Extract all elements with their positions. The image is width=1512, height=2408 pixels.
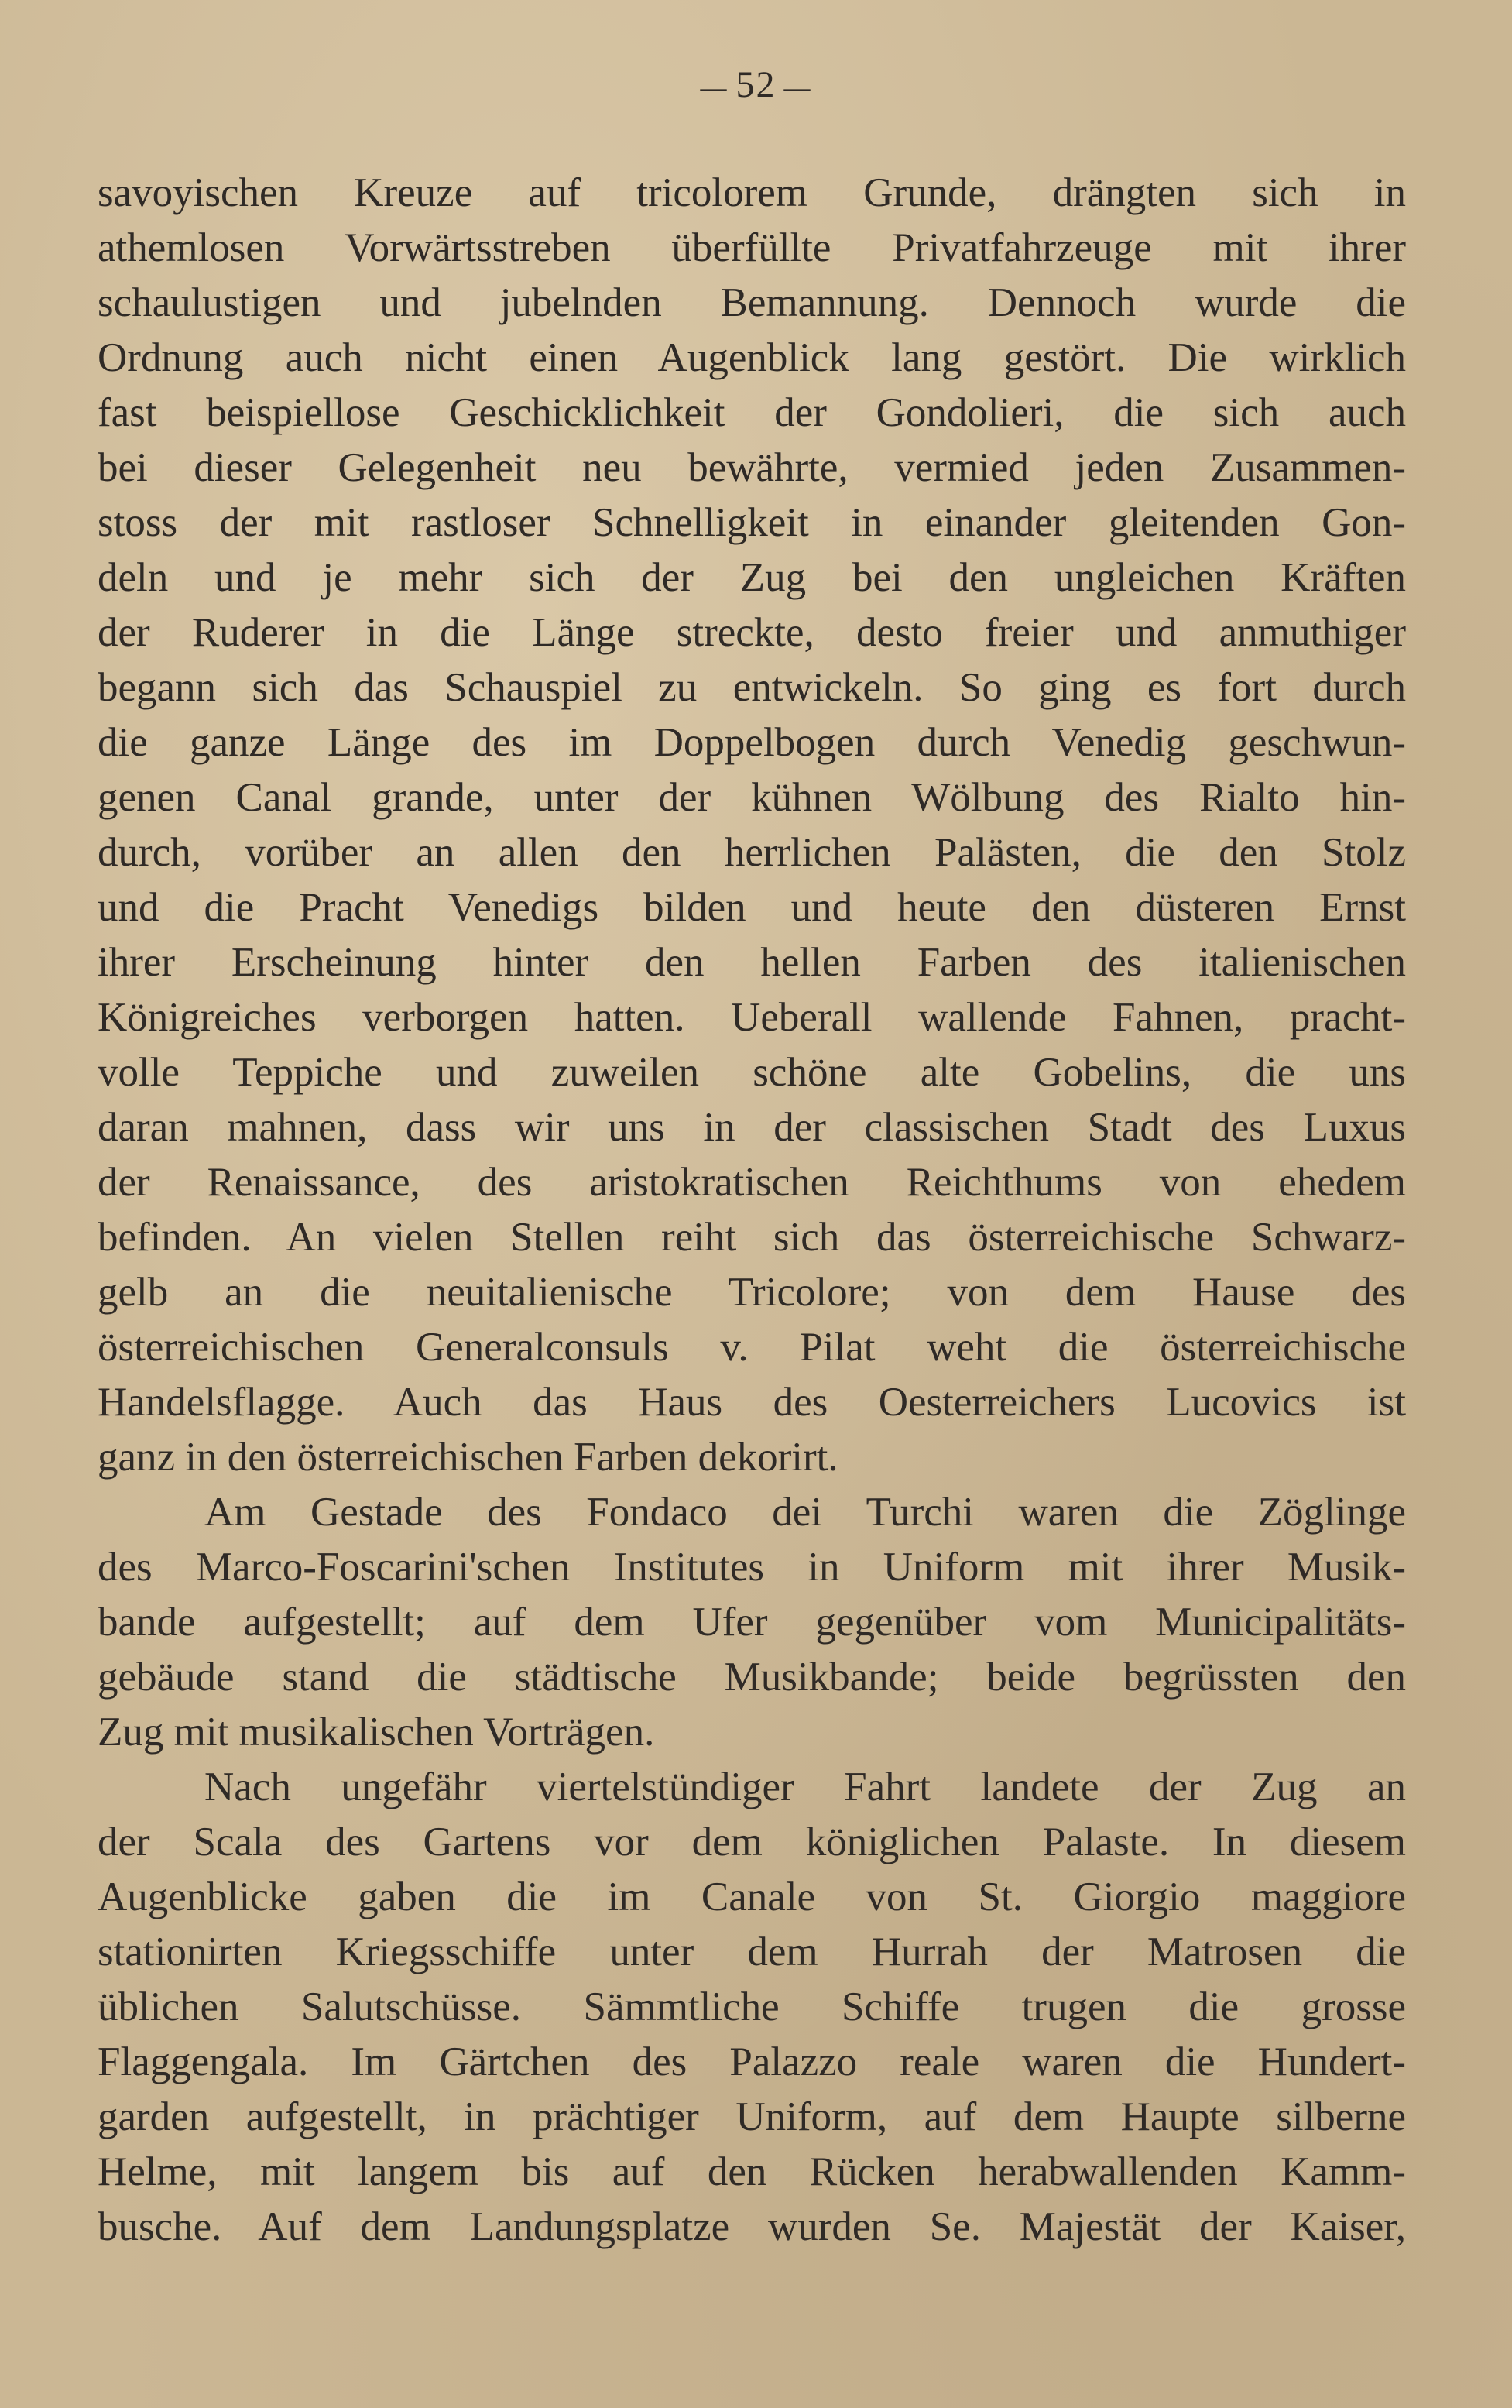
text-line: befinden. An vielen Stellen reiht sich das österreichische Schwarz- bbox=[98, 1215, 1406, 1260]
text-line: gebäude stand die städtische Musikbande; beide begrüssten den bbox=[98, 1655, 1406, 1700]
text-line: des Marco-Foscarini'schen Institutes in Uniform mit ihrer Musik- bbox=[98, 1545, 1406, 1590]
text-line: stationirten Kriegsschiffe unter dem Hurrah der Matrosen die bbox=[98, 1929, 1406, 1974]
text-line: genen Canal grande, unter der kühnen Wölbung des Rialto hin- bbox=[98, 775, 1406, 820]
text-line: Königreiches verborgen hatten. Ueberall wallende Fahnen, pracht- bbox=[98, 995, 1406, 1040]
text-line: busche. Auf dem Landungsplatze wurden Se. Majestät der Kaiser, bbox=[98, 2204, 1406, 2249]
text-line: stoss der mit rastloser Schnelligkeit in einander gleitenden Gon- bbox=[98, 500, 1406, 545]
page-header bbox=[0, 63, 1512, 106]
text-line: schaulustigen und jubelnden Bemannung. Dennoch wurde die bbox=[98, 280, 1406, 325]
text-line: Flaggengala. Im Gärtchen des Palazzo reale waren die Hundert- bbox=[98, 2039, 1406, 2084]
text-line: Helme, mit langem bis auf den Rücken herabwallenden Kamm- bbox=[98, 2149, 1406, 2194]
ornament-right-icon: — bbox=[783, 73, 812, 102]
text-line: ganz in den österreichischen Farben dekorirt. bbox=[98, 1435, 838, 1480]
text-line: savoyischen Kreuze auf tricolorem Grunde, drängten sich in bbox=[98, 170, 1406, 215]
text-line: der Ruderer in die Länge streckte, desto freier und anmuthiger bbox=[98, 610, 1406, 655]
text-line: durch, vorüber an allen den herrlichen Palästen, die den Stolz bbox=[98, 830, 1406, 875]
text-line: garden aufgestellt, in prächtiger Uniform, auf dem Haupte silberne bbox=[98, 2094, 1406, 2139]
text-line: athemlosen Vorwärtsstreben überfüllte Privatfahrzeuge mit ihrer bbox=[98, 225, 1406, 270]
text-line: Nach ungefähr viertelstündiger Fahrt landete der Zug an bbox=[204, 1765, 1406, 1809]
text-line: Ordnung auch nicht einen Augenblick lang gestört. Die wirklich bbox=[98, 335, 1406, 380]
page-number: 52 bbox=[735, 64, 777, 105]
text-line: deln und je mehr sich der Zug bei den ungleichen Kräften bbox=[98, 555, 1406, 600]
text-line: üblichen Salutschüsse. Sämmtliche Schiffe trugen die grosse bbox=[98, 1984, 1406, 2029]
text-line: der Renaissance, des aristokratischen Reichthums von ehedem bbox=[98, 1160, 1406, 1205]
text-line: und die Pracht Venedigs bilden und heute den düsteren Ernst bbox=[98, 885, 1406, 930]
text-line: der Scala des Gartens vor dem königlichen Palaste. In diesem bbox=[98, 1820, 1406, 1864]
text-line: begann sich das Schauspiel zu entwickeln. So ging es fort durch bbox=[98, 665, 1406, 710]
text-line: ihrer Erscheinung hinter den hellen Farben des italienischen bbox=[98, 940, 1406, 985]
text-line: fast beispiellose Geschicklichkeit der Gondolieri, die sich auch bbox=[98, 390, 1406, 435]
text-line: daran mahnen, dass wir uns in der classischen Stadt des Luxus bbox=[98, 1105, 1406, 1150]
text-line: Handelsflagge. Auch das Haus des Oesterreichers Lucovics ist bbox=[98, 1380, 1406, 1425]
body-text bbox=[98, 166, 1406, 2255]
text-line: gelb an die neuitalienische Tricolore; von dem Hause des bbox=[98, 1270, 1406, 1315]
text-line: Am Gestade des Fondaco dei Turchi waren die Zöglinge bbox=[204, 1490, 1406, 1535]
text-line: die ganze Länge des im Doppelbogen durch Venedig geschwun- bbox=[98, 720, 1406, 765]
text-line: bande aufgestellt; auf dem Ufer gegenüber vom Municipalitäts- bbox=[98, 1600, 1406, 1645]
text-line: volle Teppiche und zuweilen schöne alte Gobelins, die uns bbox=[98, 1050, 1406, 1095]
text-line: Augenblicke gaben die im Canale von St. Giorgio maggiore bbox=[98, 1875, 1406, 1919]
text-line: bei dieser Gelegenheit neu bewährte, vermied jeden Zusammen- bbox=[98, 445, 1406, 490]
text-line: österreichischen Generalconsuls v. Pilat weht die österreichische bbox=[98, 1325, 1406, 1370]
text-line: Zug mit musikalischen Vorträgen. bbox=[98, 1710, 655, 1755]
ornament-left-icon: — bbox=[700, 73, 729, 102]
